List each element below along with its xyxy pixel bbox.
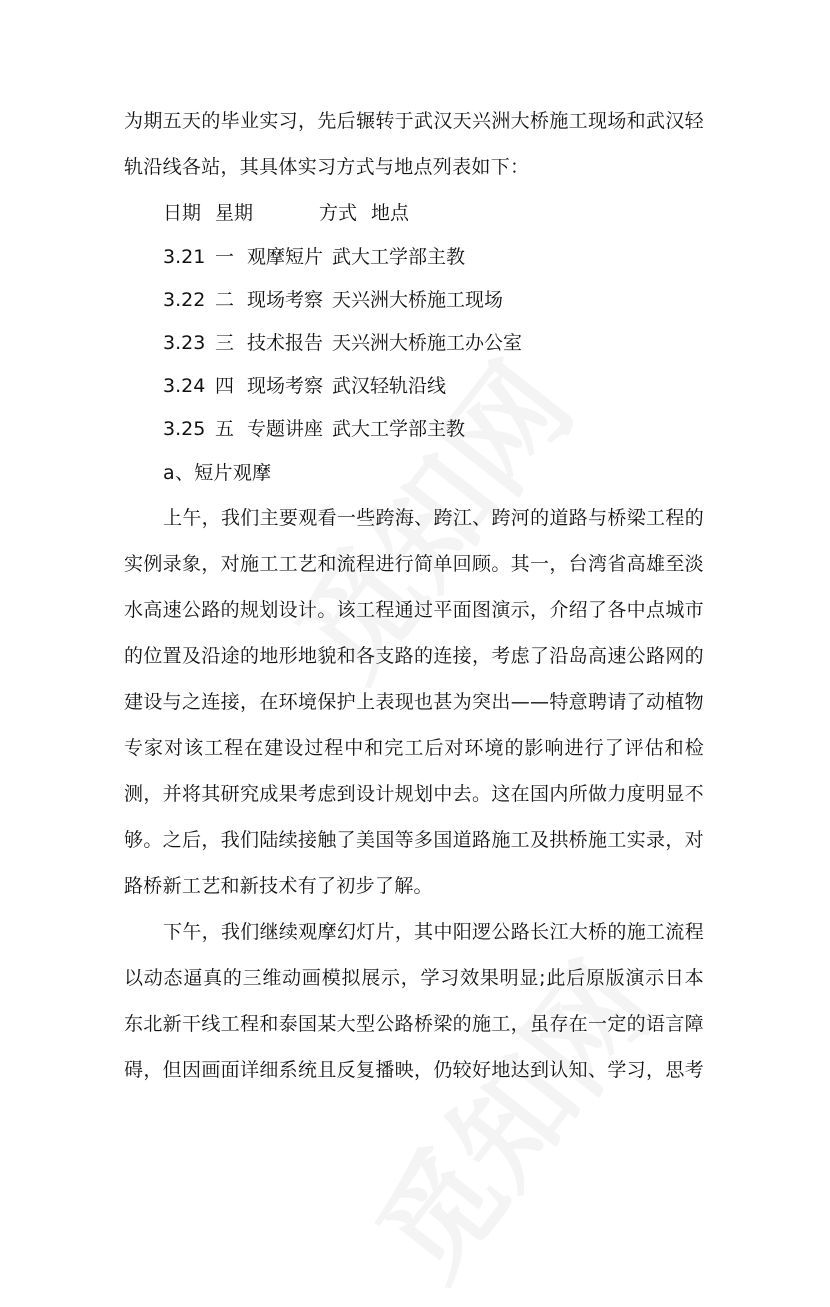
paragraph-line: 建设与之连接，在环境保护上表现也甚为突出——特意聘请了动植物 [124, 691, 704, 713]
paragraph-line: 东北新干线工程和泰国某大型公路桥梁的施工，虽存在一定的语言障 [124, 1013, 704, 1035]
table-header [163, 200, 409, 226]
paragraph-line: 的位置及沿途的地形地貌和各支路的连接，考虑了沿岛高速公路网的 [124, 645, 704, 667]
table-row [163, 373, 446, 399]
paragraph-line: 下午，我们继续观摩幻灯片，其中阳逻公路长江大桥的施工流程 [163, 921, 704, 943]
header-place: 地点 [371, 202, 410, 224]
paragraph-line: 测，并将其研究成果考虑到设计规划中去。这在国内所做力度明显不 [124, 783, 704, 805]
paragraph-line: 路桥新工艺和新技术有了初步了解。 [124, 875, 433, 897]
paragraph-line: 轨沿线各站，其具体实习方式与地点列表如下： [124, 156, 530, 178]
cell-place: 天兴洲大桥施工办公室 [332, 332, 523, 354]
paragraph-line: 水高速公路的规划设计。该工程通过平面图演示，介绍了各中点城市 [124, 599, 704, 621]
cell-week: 五 [215, 418, 235, 440]
cell-way: 专题讲座 [247, 418, 324, 440]
section-heading: a、短片观摩 [163, 462, 272, 484]
paragraph-line: 专家对该工程在建设过程中和完工后对环境的影响进行了评估和检 [124, 737, 704, 759]
header-way: 方式 [319, 202, 358, 224]
cell-week: 二 [215, 289, 235, 311]
cell-date: 3.22 [163, 289, 206, 311]
cell-date: 3.23 [163, 332, 206, 354]
cell-week: 一 [215, 246, 235, 268]
cell-place: 武大工学部主教 [332, 418, 466, 440]
cell-date: 3.21 [163, 246, 206, 268]
cell-way: 现场考察 [247, 289, 324, 311]
paragraph-line: 实例录象，对施工工艺和流程进行简单回顾。其一，台湾省高雄至淡 [124, 553, 704, 575]
paragraph-line: 为期五天的毕业实习，先后辗转于武汉天兴洲大桥施工现场和武汉轻 [124, 110, 704, 132]
cell-place: 武汉轻轨沿线 [332, 375, 447, 397]
header-week: 星期 [215, 202, 254, 224]
cell-date: 3.24 [163, 375, 206, 397]
cell-week: 四 [215, 375, 235, 397]
table-row [163, 244, 465, 270]
cell-way: 观摩短片 [247, 246, 324, 268]
cell-week: 三 [215, 332, 235, 354]
cell-place: 天兴洲大桥施工现场 [332, 289, 504, 311]
paragraph-line: 上午，我们主要观看一些跨海、跨江、跨河的道路与桥梁工程的 [163, 507, 704, 529]
cell-way: 技术报告 [247, 332, 324, 354]
cell-place: 武大工学部主教 [332, 246, 466, 268]
paragraph-line: 以动态逼真的三维动画模拟展示，学习效果明显;此后原版演示日本 [124, 967, 704, 989]
cell-way: 现场考察 [247, 375, 324, 397]
header-date: 日期 [163, 202, 202, 224]
table-row [163, 416, 465, 442]
paragraph-line: 够。之后，我们陆续接触了美国等多国道路施工及拱桥施工实录，对 [124, 829, 704, 851]
table-row [163, 330, 522, 356]
paragraph-line: 碍，但因画面详细系统且反复播映，仍较好地达到认知、学习，思考 [124, 1059, 704, 1081]
cell-date: 3.25 [163, 418, 206, 440]
table-row [163, 287, 503, 313]
